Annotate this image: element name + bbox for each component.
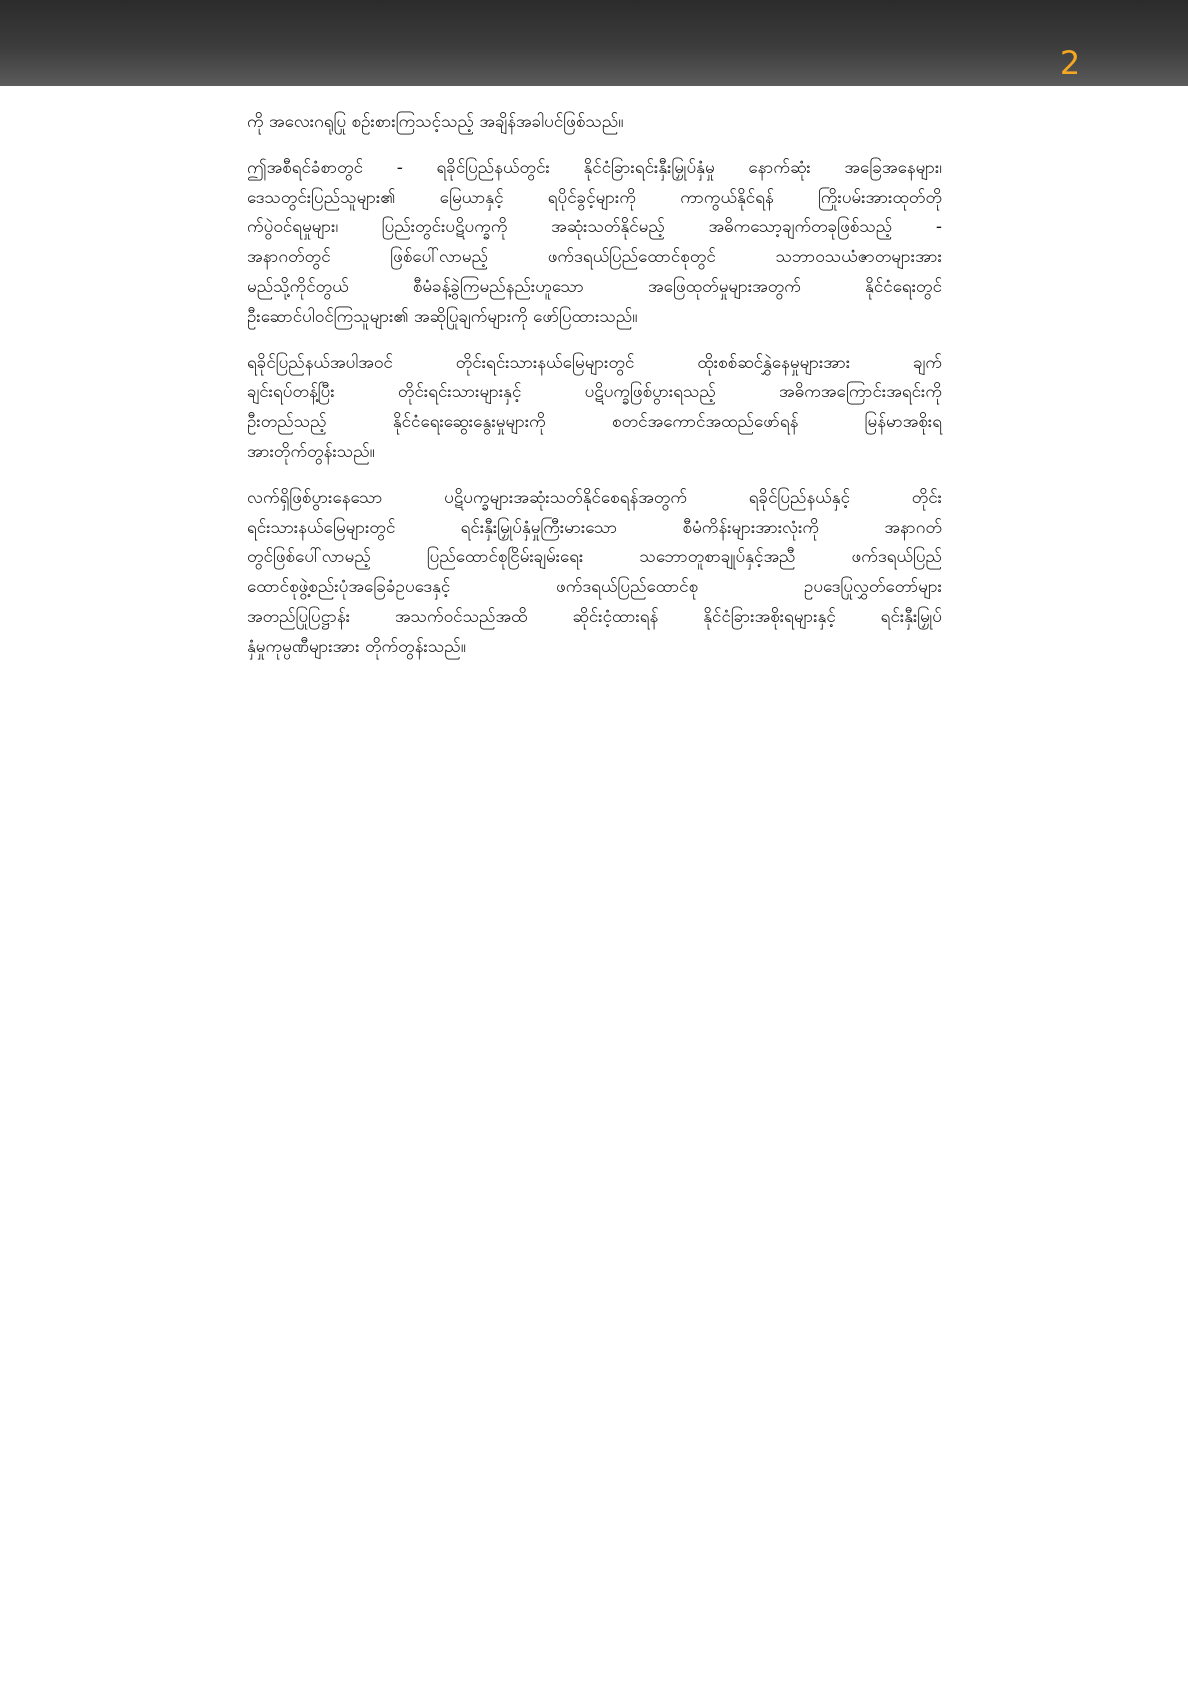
text-line: အားတိုက်တွန်းသည်။ [247, 441, 375, 462]
text-line: လက်ရှိဖြစ်ပွားနေသော ပဋိပက္ခများအဆုံးသတ်နိုင်စေရန်အတွက် ရခိုင်ပြည်နယ်နှင့် တိုင်း [247, 487, 942, 508]
page-number: 2 [1059, 44, 1081, 82]
paragraph [247, 154, 942, 333]
body-text [247, 108, 942, 679]
text-line: ထောင်စုဖွဲ့စည်းပုံအခြေခံဥပဒေနှင့် ဖက်ဒရယ်ပြည်ထောင်စု ဥပဒေပြုလွှတ်တော်များ [247, 577, 942, 598]
text-line: အတည်ပြုပြဋ္ဌာန်း အသက်ဝင်သည်အထိ ဆိုင်းငံ့ထားရန် နိုင်ငံခြားအစိုးရများနှင့် ရင်းနှီးမြှုပ် [247, 606, 942, 627]
text-line: က်ပွဲဝင်ရမှုများ၊ ပြည်းတွင်းပဋိပက္ခကို အဆုံးသတ်နိုင်မည့် အဓိကသော့ချက်တခုဖြစ်သည့် - [247, 217, 942, 238]
text-line: နှံမှုကုမ္ပဏီများအား တိုက်တွန်းသည်။ [247, 636, 466, 657]
paragraph [247, 108, 942, 138]
text-line: ရခိုင်ပြည်နယ်အပါအဝင် တိုင်းရင်းသားနယ်မြေများတွင် ထိုးစစ်ဆင်နွှဲနေမှုများအား ချက် [247, 352, 942, 373]
text-line: ဦးတည်သည့် နိုင်ငံရေးဆွေးနွေးမှုများကို စတင်အကောင်အထည်ဖော်ရန် မြန်မာအစိုးရ [247, 412, 942, 433]
page-header [0, 0, 1188, 86]
text-line: တွင်ဖြစ်ပေါ်လာမည့် ပြည်ထောင်စုငြိမ်းချမ်းရေး သဘောတူစာချုပ်နှင့်အညီ ဖက်ဒရယ်ပြည် [247, 547, 942, 568]
text-line: ဦးဆောင်ပါဝင်ကြသူများ၏ အဆိုပြုချက်များကို ဖော်ပြထားသည်။ [247, 306, 638, 327]
paragraph [247, 484, 942, 663]
text-line: ချင်းရပ်တန့်ပြီး တိုင်းရင်းသားများနှင့် ပဋိပက္ခဖြစ်ပွားရသည့် အဓိကအကြောင်းအရင်းကို [247, 382, 942, 403]
text-line: ရင်းသားနယ်မြေများတွင် ရင်းနှီးမြှုပ်နှံမှုကြီးမားသော စီမံကိန်းများအားလုံးကို အနာဂတ် [247, 517, 942, 538]
text-line: ဒေသတွင်းပြည်သူများ၏ မြေယာနှင့် ရပိုင်ခွင့်များကို ကာကွယ်နိုင်ရန် ကြိုးပမ်းအားထုတ်တို [247, 187, 942, 208]
paragraph [247, 349, 942, 468]
text-line: အနာဂတ်တွင် ဖြစ်ပေါ်လာမည့် ဖက်ဒရယ်ပြည်ထောင်စုတွင် သဘာဝသယံဇာတများအား [247, 247, 942, 268]
text-line: ကို အလေးဂရုပြု စဉ်းစားကြသင့်သည့် အချိန်အခါပင်ဖြစ်သည်။ [247, 112, 624, 132]
text-line: ဤအစီရင်ခံစာတွင် - ရခိုင်ပြည်နယ်တွင်း နိုင်ငံခြားရင်းနှီးမြှုပ်နှံမှု နောက်ဆုံး အခြေအနေများ၊ [247, 157, 942, 178]
text-line: မည်သို့ကိုင်တွယ် စီမံခန့်ခွဲကြမည်နည်းဟူသော အဖြေထုတ်မှုများအတွက် နိုင်ငံရေးတွင် [247, 276, 942, 297]
